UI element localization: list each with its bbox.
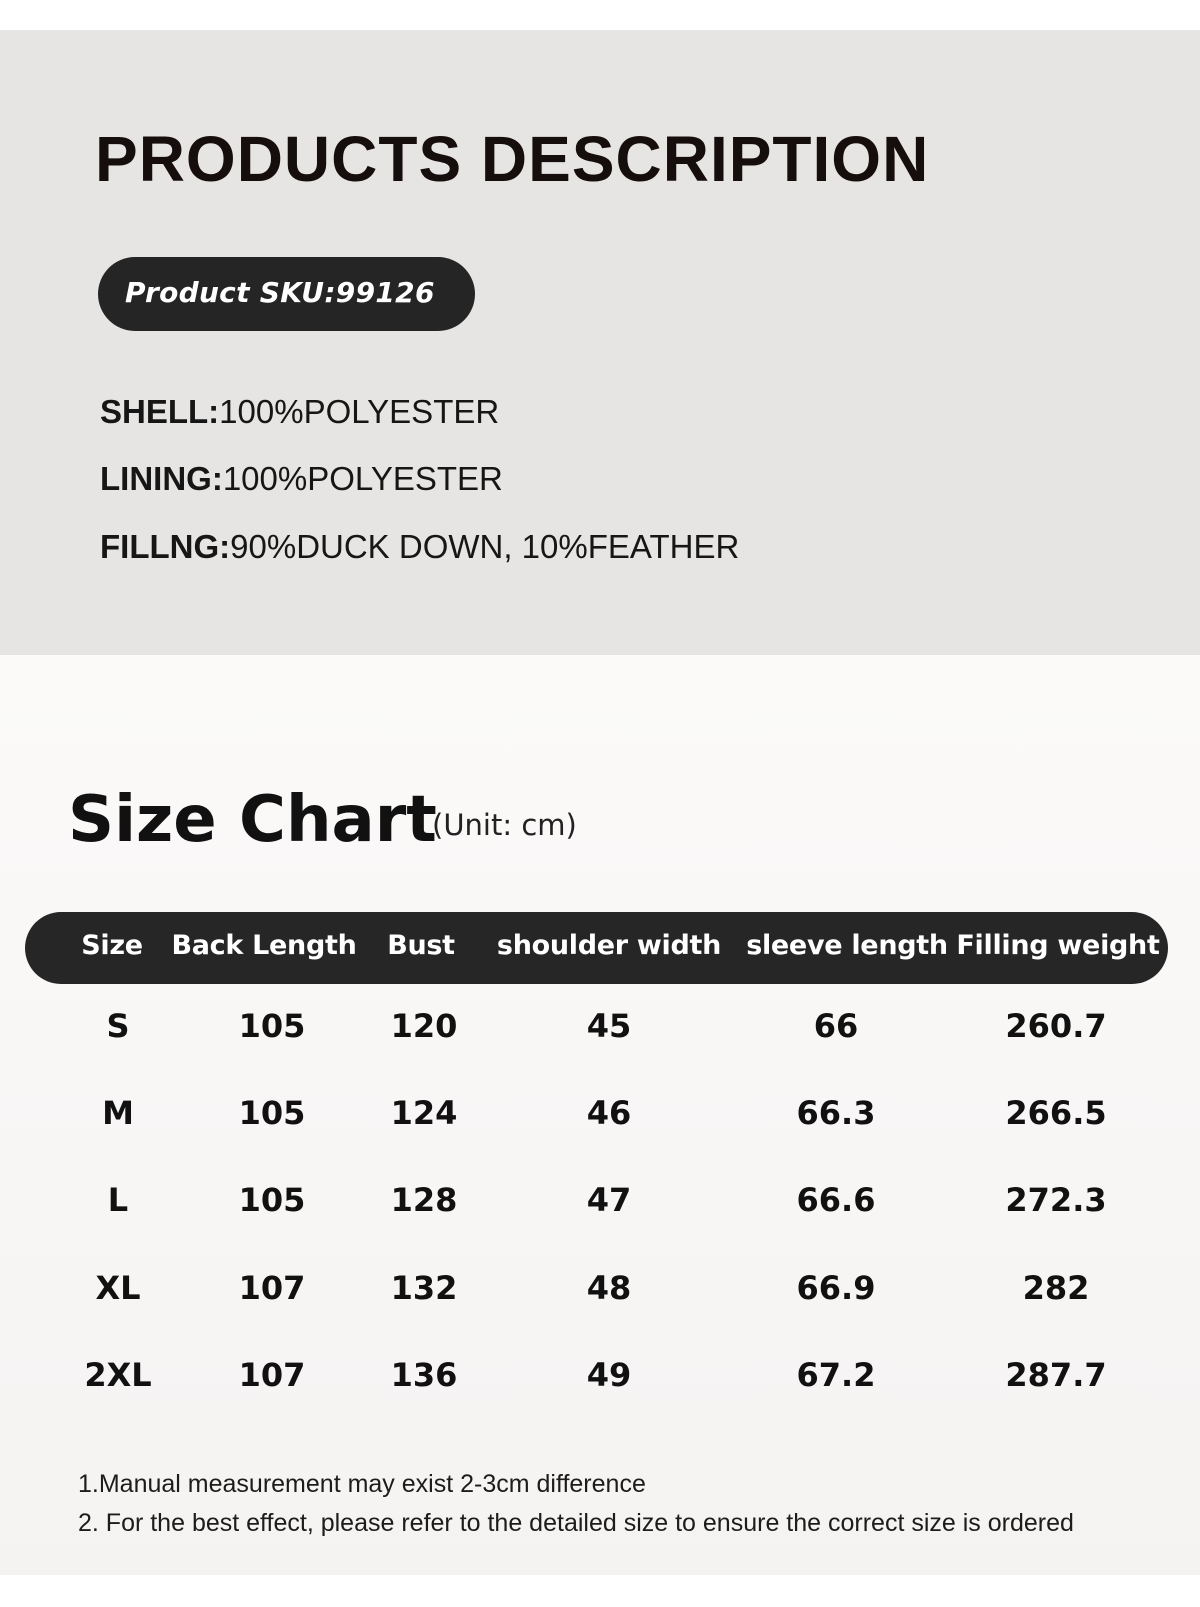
cell-sleeve-length: 66 [813,1007,859,1045]
cell-bust: 124 [390,1094,458,1132]
header-shoulder-width: shoulder width [496,930,722,961]
material-value: 100%POLYESTER [222,460,503,497]
table-row [0,1181,1200,1241]
table-row [0,1356,1200,1416]
cell-filling-weight: 282 [1022,1269,1090,1307]
cell-filling-weight: 266.5 [1005,1094,1107,1132]
cell-size: 2XL [84,1356,152,1394]
header-bust: Bust [387,930,455,961]
size-chart-section [0,655,1200,1575]
cell-shoulder-width: 46 [586,1094,632,1132]
header-size: Size [81,930,143,961]
note-size-advice: 2. For the best effect, please refer to the detailed size to ensure the correct size is ordered [78,1509,1074,1537]
cell-sleeve-length: 67.2 [796,1356,876,1394]
cell-shoulder-width: 48 [586,1269,632,1307]
top-margin [0,0,1200,30]
cell-shoulder-width: 49 [586,1356,632,1394]
sku-label: Product SKU:99126 [125,276,435,309]
cell-back-length: 105 [238,1007,306,1045]
material-shell [100,393,499,431]
cell-size: M [102,1094,134,1132]
sku-badge [98,257,475,331]
size-chart-unit: (Unit: cm) [432,808,577,842]
material-lining [100,460,503,498]
cell-filling-weight: 287.7 [1005,1356,1107,1394]
cell-sleeve-length: 66.3 [796,1094,876,1132]
cell-back-length: 105 [238,1094,306,1132]
size-chart-title: Size Chart [68,783,437,857]
cell-sleeve-length: 66.9 [796,1269,876,1307]
description-title: PRODUCTS DESCRIPTION [95,123,930,195]
products-description-section [0,30,1200,655]
cell-shoulder-width: 45 [586,1007,632,1045]
header-sleeve-length: sleeve length [746,930,948,961]
material-key: LINING: [100,460,223,497]
material-value: 100%POLYESTER [219,393,500,430]
size-table-header [25,912,1168,984]
table-row [0,1269,1200,1329]
cell-bust: 120 [390,1007,458,1045]
material-value: 90%DUCK DOWN, 10%FEATHER [230,528,740,565]
material-filling [100,528,739,566]
note-measurement: 1.Manual measurement may exist 2-3cm difference [78,1470,646,1498]
header-back-length: Back Length [171,930,357,961]
cell-size: L [107,1181,129,1219]
table-row [0,1007,1200,1067]
material-key: FILLNG: [100,528,231,565]
bottom-margin [0,1575,1200,1607]
cell-back-length: 107 [238,1269,306,1307]
cell-back-length: 107 [238,1356,306,1394]
material-key: SHELL: [100,393,220,430]
cell-shoulder-width: 47 [586,1181,632,1219]
cell-filling-weight: 260.7 [1005,1007,1107,1045]
cell-back-length: 105 [238,1181,306,1219]
cell-bust: 128 [390,1181,458,1219]
cell-size: XL [95,1269,141,1307]
cell-sleeve-length: 66.6 [796,1181,876,1219]
cell-bust: 132 [390,1269,458,1307]
cell-bust: 136 [390,1356,458,1394]
cell-filling-weight: 272.3 [1005,1181,1107,1219]
cell-size: S [106,1007,130,1045]
header-filling-weight: Filling weight [956,930,1160,961]
table-row [0,1094,1200,1154]
